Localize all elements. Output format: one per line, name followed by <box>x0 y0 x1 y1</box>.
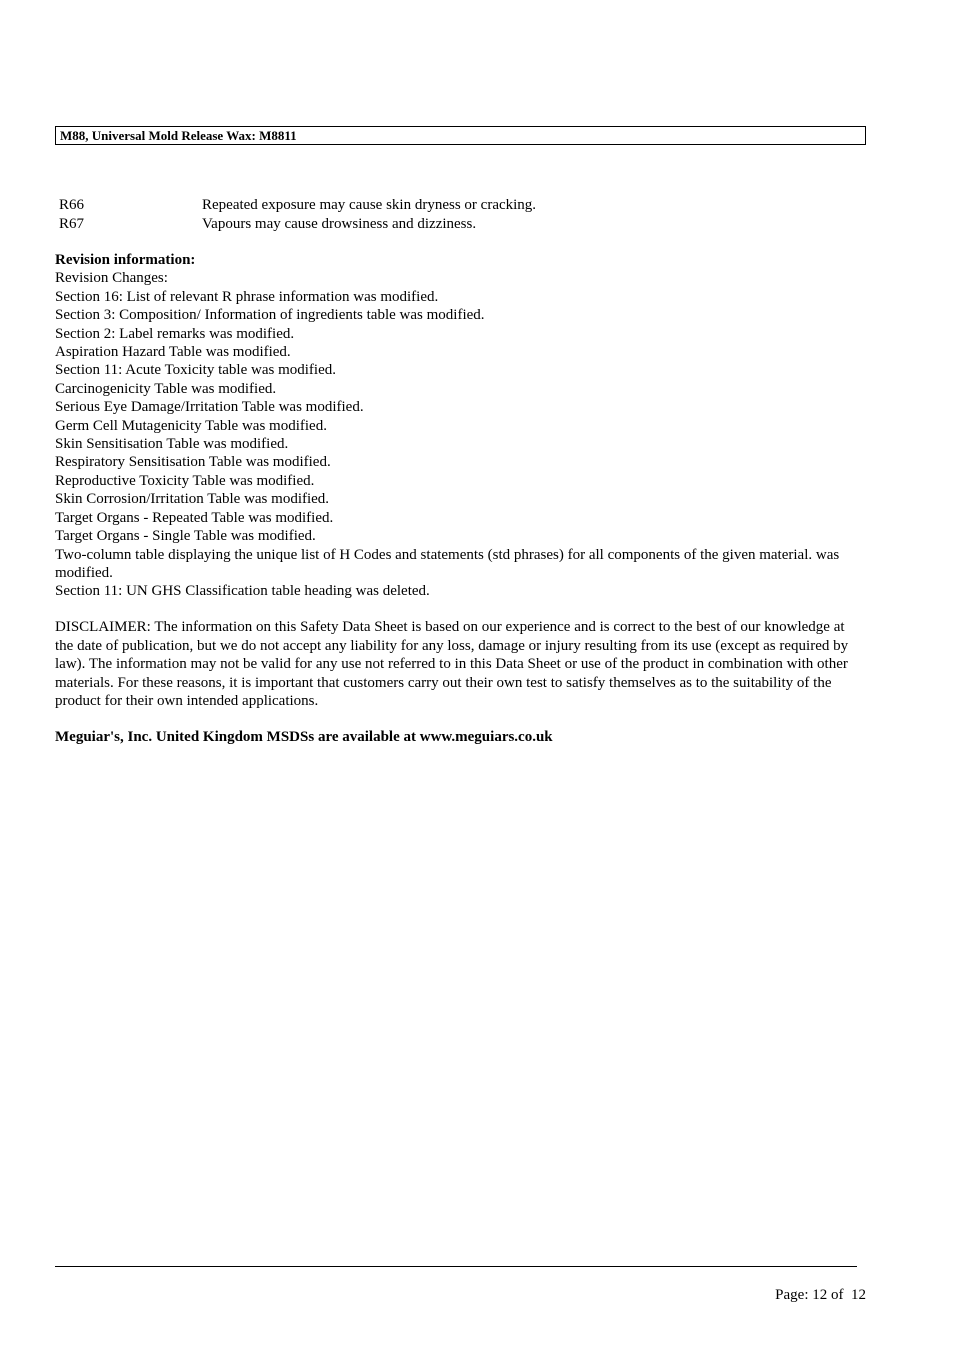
revision-item: Skin Sensitisation Table was modified. <box>55 436 289 453</box>
revision-item: Respiratory Sensitisation Table was modified. <box>55 454 331 471</box>
product-title: M88, Universal Mold Release Wax: M8811 <box>60 128 297 143</box>
revision-item: Section 16: List of relevant R phrase information was modified. <box>55 288 439 305</box>
r-phrase-row <box>59 215 839 234</box>
page-label: Page: <box>775 1287 809 1303</box>
r-phrase-code: R66 <box>59 197 85 213</box>
r-phrase-text: Vapours may cause drowsiness and dizziness. <box>202 215 477 232</box>
r-phrase-list <box>59 196 839 233</box>
revision-item: Section 2: Label remarks was modified. <box>55 325 295 342</box>
revision-item: Carcinogenicity Table was modified. <box>55 380 277 397</box>
revision-changes-label: Revision Changes: <box>55 270 168 287</box>
revision-item: Aspiration Hazard Table was modified. <box>55 344 291 361</box>
r-phrase-text: Repeated exposure may cause skin dryness or cracking. <box>202 197 537 213</box>
revision-item: Serious Eye Damage/Irritation Table was modified. <box>55 399 364 416</box>
document-header <box>55 126 866 145</box>
availability-note: Meguiar's, Inc. United Kingdom MSDSs are available at www.meguiars.co.uk <box>55 729 553 746</box>
revision-item: Target Organs - Single Table was modified. <box>55 528 316 545</box>
revision-item: Reproductive Toxicity Table was modified. <box>55 472 315 489</box>
revision-item: Skin Corrosion/Irritation Table was modified. <box>55 491 330 508</box>
revision-item: Germ Cell Mutagenicity Table was modified. <box>55 417 327 434</box>
footer-divider <box>55 1266 857 1267</box>
revision-item: Section 11: Acute Toxicity table was modified. <box>55 362 336 379</box>
revision-item: Section 3: Composition/ Information of ingredients table was modified. <box>55 307 485 324</box>
revision-item: Two-column table displaying the unique list of H Codes and statements (std phrases) for all components of the given material. was modified. <box>55 546 840 581</box>
revision-item: Section 11: UN GHS Classification table heading was deleted. <box>55 583 430 600</box>
disclaimer-paragraph: DISCLAIMER: The information on this Safety Data Sheet is based on our experience and is correct to the best of our knowledge at the date of publication, but we do not accept any liability for any loss, damage or injury resulting from its use (except as required by law). The information may not be valid for any use not referred to in this Data Sheet or use of the product in combination with other materials. For these reasons, it is important that customers carry out their own test to satisfy themselves as to the suitability of the product for their own intended applications. <box>55 619 849 709</box>
page-of: of <box>831 1287 844 1303</box>
revision-heading: Revision information: <box>55 252 196 268</box>
revision-section <box>55 251 855 747</box>
page-total: 12 <box>851 1287 866 1303</box>
r-phrase-code: R67 <box>59 215 85 232</box>
page-number <box>775 1286 866 1304</box>
revision-item: Target Organs - Repeated Table was modified. <box>55 509 334 526</box>
page-current: 12 <box>812 1287 828 1303</box>
r-phrase-row <box>59 196 839 215</box>
